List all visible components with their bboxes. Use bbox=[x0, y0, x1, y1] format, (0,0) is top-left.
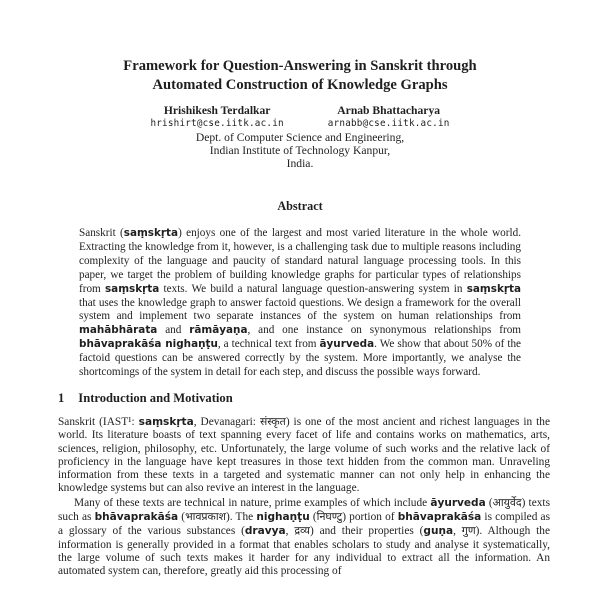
affiliation-line: Indian Institute of Technology Kanpur, bbox=[209, 144, 391, 157]
iast-term: guṇa bbox=[423, 525, 454, 538]
affiliation-line: Dept. of Computer Science and Engineering, bbox=[195, 131, 405, 144]
iast-term: saṃskṛta bbox=[104, 282, 160, 295]
affiliation-line: India. bbox=[286, 157, 314, 170]
devanagari-term: आयुर्वेद bbox=[492, 495, 522, 509]
iast-term: āyurveda bbox=[319, 338, 375, 351]
intro-paragraph-2 bbox=[58, 496, 550, 579]
author-name: Hrishikesh Terdalkar bbox=[163, 104, 271, 117]
section-number: 1 bbox=[58, 390, 65, 405]
text-run: Sanskrit ( bbox=[79, 227, 124, 239]
iast-term: dravya bbox=[244, 525, 286, 538]
text-run: Sanskrit (IAST¹: bbox=[58, 415, 139, 428]
iast-term: nighaṇṭu bbox=[256, 511, 310, 524]
iast-term: bhāvaprakāśa bbox=[94, 511, 179, 524]
iast-term: saṃskṛta bbox=[138, 415, 194, 428]
iast-term: rāmāyaṇa bbox=[189, 324, 248, 337]
text-run: ( bbox=[178, 511, 186, 524]
text-run: ) is one of the most ancient and richest languages in the world. Its literature boasts of text spanning every facet of life and contains works on mathematics, arts, sciences, religion, philosophy, etc. Unfortunately, the large volume of such works and the relative lack of proficiency in the language have kept treasures in those text hidden from the common man. Unraveling information from these texts in a targeted and systematic manner can not only help in enhancing the knowledge systems but can also revive an interest in the language. bbox=[58, 415, 550, 495]
text-run: ). Although the information is generally provided in a format that enables scholars to study and analyse it systematically, the large volume of such texts makes it harder for any individual to extract all the information. An automated system can, therefore, greatly aid this processing of bbox=[58, 525, 551, 578]
text-run: ) and their properties ( bbox=[309, 525, 424, 538]
text-run: . We show that about 50% of the factoid questions can be answered correctly by the system. More importantly, we analyse the shortcomings of the system in detail for each step, and discuss the possible ways forward. bbox=[79, 338, 521, 379]
abstract-heading: Abstract bbox=[277, 199, 323, 213]
authors-block bbox=[0, 104, 600, 130]
devanagari-term: भावप्रकाश bbox=[185, 510, 226, 524]
text-run: , bbox=[453, 525, 462, 538]
iast-term: bhāvaprakāśa nighaṇṭu bbox=[79, 338, 218, 351]
iast-term: bhāvaprakāśa bbox=[397, 511, 482, 524]
text-run: , bbox=[285, 525, 295, 538]
text-run: ( bbox=[485, 496, 493, 509]
text-run: , a technical text from bbox=[217, 338, 320, 351]
author-email: hrishirt@cse.iitk.ac.in bbox=[150, 118, 284, 129]
iast-term: mahābhārata bbox=[79, 324, 158, 337]
devanagari-term: गुण bbox=[461, 524, 476, 538]
iast-term: saṃskṛta bbox=[466, 282, 522, 295]
iast-term: saṃskṛta bbox=[123, 227, 179, 239]
devanagari-term: संस्कृत bbox=[259, 414, 286, 428]
text-run: and bbox=[157, 324, 190, 337]
paper-title bbox=[70, 57, 530, 95]
text-run: ). The bbox=[225, 511, 257, 524]
section-title: Introduction and Motivation bbox=[78, 390, 233, 405]
author-name: Arnab Bhattacharya bbox=[337, 104, 441, 117]
paper-title-line1: Framework for Question-Answering in Sanskrit through bbox=[123, 58, 477, 74]
section-1-heading bbox=[58, 391, 600, 406]
affiliation-block bbox=[0, 131, 600, 170]
intro-paragraph-1 bbox=[58, 415, 550, 496]
text-run: , Devanagari: bbox=[193, 415, 260, 428]
author-2 bbox=[328, 104, 450, 130]
text-run: ) portion of bbox=[342, 511, 398, 524]
devanagari-term: द्रव्य bbox=[294, 524, 310, 538]
paper-title-line2: Automated Construction of Knowledge Graphs bbox=[152, 77, 448, 93]
text-run: ) texts such as bbox=[58, 496, 550, 524]
author-email: arnabb@cse.iitk.ac.in bbox=[327, 118, 450, 129]
text-run: ( bbox=[309, 511, 317, 524]
text-run: is compiled as a glossary of the various substances ( bbox=[58, 511, 550, 538]
devanagari-term: निघण्टु bbox=[316, 510, 343, 524]
text-run: , and one instance on synonymous relationships from bbox=[247, 324, 521, 337]
text-run: that uses the knowledge graph to answer factoid questions. We design a framework for the overall system and implement two separate instances of the system on human relationships from bbox=[79, 296, 521, 323]
text-run: Many of these texts are technical in nature, prime examples of which include bbox=[74, 496, 431, 509]
iast-term: āyurveda bbox=[430, 496, 486, 509]
author-1 bbox=[150, 104, 283, 130]
abstract-text bbox=[79, 227, 521, 380]
text-run: ) enjoys one of the largest and most varied literature in the whole world. Extracting the knowledge from it, however, is a challenging task due to multiple reasons including complexity of the language and paucity of standard natural language processing tools. In this paper, we target the problem of building knowledge graphs for particular types of relationships from bbox=[79, 227, 521, 295]
text-run: texts. We build a natural language question-answering system in bbox=[159, 282, 467, 295]
